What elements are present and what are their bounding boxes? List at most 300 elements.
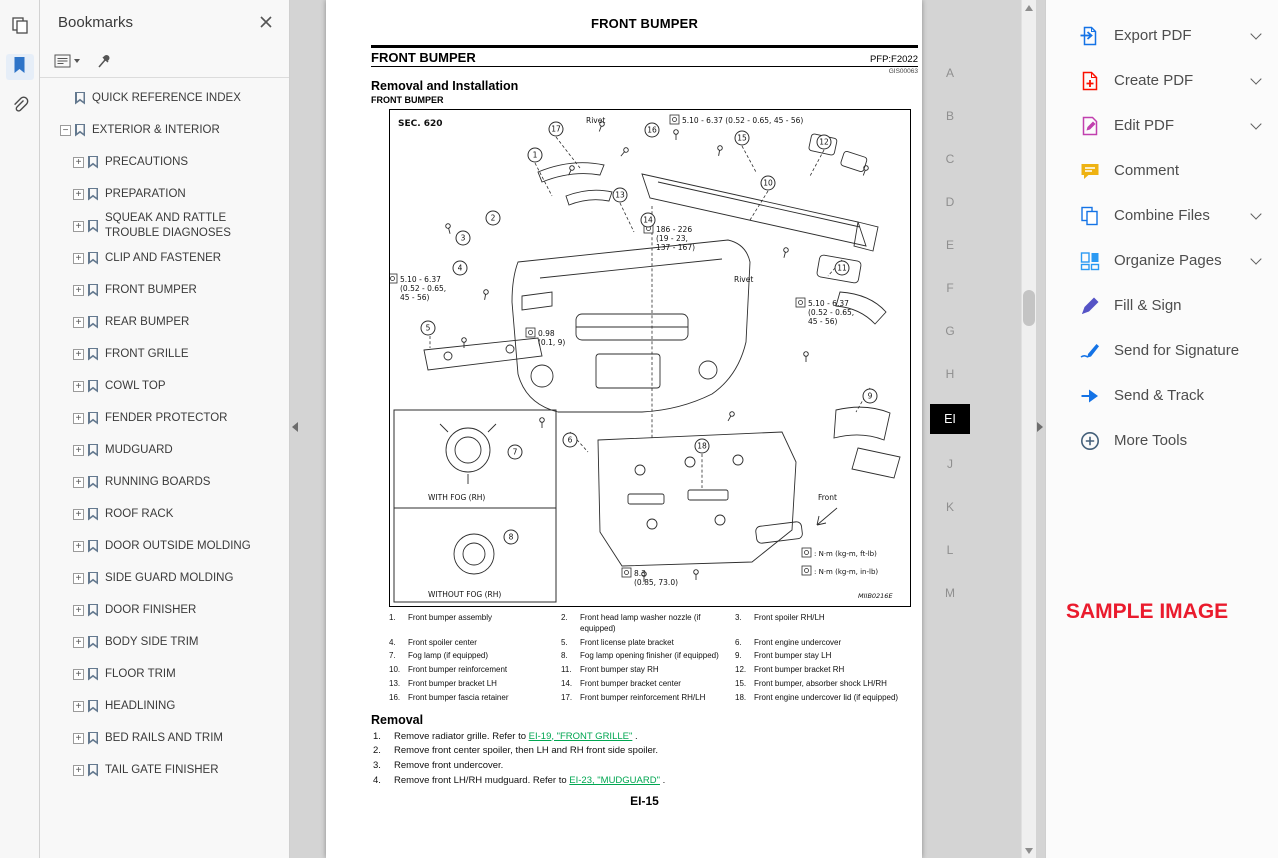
- tool-label: Export PDF: [1114, 27, 1192, 44]
- step-text: Remove radiator grille. Refer to EI-19, "FRONT GRILLE" .: [394, 730, 638, 742]
- nav-tab-j[interactable]: J: [947, 457, 953, 471]
- bookmarks-panel-button[interactable]: [6, 54, 34, 80]
- edit-pdf-icon: [1079, 115, 1101, 137]
- bookmark-item[interactable]: [40, 594, 289, 626]
- part-number: 11.: [561, 665, 572, 675]
- part-name: Front bumper fascia retainer: [408, 692, 509, 702]
- bookmark-icon: [75, 124, 85, 137]
- torque-symbol-icon: [622, 568, 631, 577]
- diagram-callout: [563, 433, 577, 447]
- bookmark-item[interactable]: [40, 626, 289, 658]
- diagram-callout: [528, 148, 542, 162]
- bookmark-icon: [88, 540, 98, 553]
- removal-step: [371, 744, 918, 759]
- part-number: 16.: [389, 692, 401, 702]
- torque-symbol-icon: [802, 566, 811, 575]
- part-number: 12.: [735, 665, 747, 675]
- bookmark-icon: [88, 348, 98, 361]
- bookmark-icon: [88, 508, 98, 521]
- diagram-callout: [613, 188, 627, 202]
- part-number: 17.: [561, 692, 573, 702]
- bookmarks-panel-title: Bookmarks: [58, 13, 134, 31]
- bookmark-icon: [88, 252, 98, 265]
- document-area: [290, 0, 1045, 858]
- tool-send-track[interactable]: [1046, 373, 1278, 418]
- bookmark-item[interactable]: [40, 402, 289, 434]
- section-header: [371, 45, 918, 67]
- bookmark-options-icon[interactable]: [54, 53, 82, 69]
- close-icon[interactable]: [259, 15, 273, 29]
- bookmark-label: FLOOR TRIM: [105, 667, 176, 680]
- diagram-callout: [504, 530, 518, 544]
- chevron-left-icon: [292, 422, 298, 432]
- part-item: [735, 693, 915, 704]
- part-number: 14.: [561, 678, 573, 688]
- expand-expander-icon[interactable]: +: [73, 477, 84, 488]
- bookmark-label: MUDGUARD: [105, 443, 173, 456]
- nav-tab-f[interactable]: F: [946, 281, 954, 295]
- combine-files-icon: [1079, 205, 1101, 227]
- chevron-right-icon: [1037, 422, 1043, 432]
- doc-link[interactable]: EI-23, "MUDGUARD": [569, 774, 660, 786]
- tool-label: Send & Track: [1114, 387, 1205, 404]
- diagram-label: WITH FOG (RH): [428, 493, 486, 502]
- sample-image-watermark: SAMPLE IMAGE: [1066, 600, 1229, 623]
- svg-text:7: 7: [512, 447, 518, 457]
- nav-tab-ei[interactable]: EI: [930, 404, 970, 434]
- bookmark-icon: [88, 412, 98, 425]
- diagram-callout: [453, 261, 467, 275]
- part-number: 2.: [561, 613, 568, 622]
- removal-step: [371, 774, 918, 789]
- bookmark-icon: [88, 156, 98, 169]
- bookmark-label: DOOR OUTSIDE MOLDING: [105, 539, 251, 552]
- bookmark-item[interactable]: [40, 498, 289, 530]
- nav-tab-c[interactable]: C: [945, 152, 955, 166]
- chevron-down-icon: [1250, 28, 1261, 39]
- part-name: Front bumper reinforcement: [408, 665, 508, 675]
- more-tools-icon: [1079, 430, 1101, 452]
- svg-text:5: 5: [425, 323, 431, 333]
- left-rail: [0, 0, 40, 858]
- svg-text:2: 2: [490, 213, 496, 223]
- svg-text:8: 8: [508, 532, 514, 542]
- diagram-label: 5.10 - 6.37 (0.52 - 0.65, 45 - 56): [400, 275, 447, 302]
- expand-expander-icon[interactable]: +: [73, 349, 84, 360]
- torque-symbol-icon: [796, 298, 805, 307]
- step-text: Remove front center spoiler, then LH and RH front side spoiler.: [394, 745, 659, 757]
- bookmark-label: RUNNING BOARDS: [105, 475, 211, 488]
- part-name: Front license plate bracket: [580, 637, 674, 647]
- diagram-callout: [761, 176, 775, 190]
- diagram-art: [394, 133, 900, 602]
- bookmark-icon: [75, 92, 85, 105]
- bookmark-item[interactable]: [40, 658, 289, 690]
- section-title: FRONT BUMPER: [371, 50, 476, 65]
- diagram-label: Rivet: [586, 116, 606, 125]
- bookmark-icon: [88, 444, 98, 457]
- bookmarks-panel: [40, 0, 290, 858]
- part-item: [561, 613, 735, 635]
- bookmark-icon: [88, 732, 98, 745]
- chevron-down-icon: [1250, 208, 1261, 219]
- bookmark-item[interactable]: [40, 146, 289, 178]
- part-number: 6.: [735, 637, 742, 647]
- bookmark-label: SQUEAK AND RATTLE TROUBLE DIAGNOSES: [105, 212, 231, 239]
- tool-label: Edit PDF: [1114, 117, 1175, 134]
- expand-expander-icon[interactable]: +: [73, 381, 84, 392]
- bookmark-label: PRECAUTIONS: [105, 155, 189, 168]
- bookmark-label: BED RAILS AND TRIM: [105, 731, 224, 744]
- section-doc-code: GIS00063: [888, 68, 918, 75]
- removal-section: [371, 713, 918, 789]
- svg-text:11: 11: [837, 263, 847, 273]
- part-item: [561, 693, 735, 704]
- diagram-label: : N·m (kg-m, in-lb): [814, 568, 879, 576]
- nav-tab-a[interactable]: A: [945, 66, 954, 80]
- bookmark-label: DOOR FINISHER: [105, 603, 197, 616]
- diagram-label: 8.3 (0.85, 73.0): [634, 569, 679, 587]
- removal-heading: Removal: [371, 712, 424, 727]
- bookmark-list: [40, 78, 289, 858]
- part-item: [389, 638, 561, 649]
- svg-text:14: 14: [643, 215, 653, 225]
- part-name: Front bumper bracket center: [580, 678, 681, 688]
- tool-combine-files[interactable]: [1046, 193, 1278, 238]
- removal-step: [371, 759, 918, 774]
- bookmark-item[interactable]: [40, 274, 289, 306]
- diagram-label: SEC. 620: [398, 119, 443, 129]
- svg-text:17: 17: [551, 124, 561, 134]
- bookmark-item[interactable]: [40, 370, 289, 402]
- diagram-callout: [508, 445, 522, 459]
- send-track-icon: [1079, 385, 1101, 407]
- tool-label: More Tools: [1114, 432, 1188, 449]
- part-name: Front bumper stay RH: [580, 665, 659, 675]
- tool-label: Comment: [1114, 162, 1180, 179]
- page-copy-button[interactable]: [6, 14, 34, 40]
- removal-installation-heading: Removal and Installation: [371, 79, 519, 93]
- removal-steps: [371, 730, 918, 789]
- bookmark-label: FRONT GRILLE: [105, 347, 189, 360]
- removal-step: [371, 730, 918, 745]
- part-name: Front bumper assembly: [408, 613, 493, 622]
- diagram-callout: [835, 261, 849, 275]
- diagram-screws: [445, 121, 869, 582]
- tool-send-for-signature[interactable]: [1046, 328, 1278, 373]
- svg-text:3: 3: [460, 233, 466, 243]
- bookmark-label: TAIL GATE FINISHER: [105, 763, 219, 776]
- attachments-button[interactable]: [6, 94, 34, 120]
- scroll-up-arrow[interactable]: [1022, 0, 1036, 15]
- nav-tab-b[interactable]: B: [945, 109, 954, 123]
- step-number: 1.: [373, 730, 381, 742]
- part-item: [389, 693, 561, 704]
- part-name: Front spoiler center: [408, 637, 477, 647]
- expand-expander-icon[interactable]: +: [73, 221, 84, 232]
- paperclip-icon: [11, 96, 29, 119]
- diagram-label: Front: [818, 493, 837, 502]
- bookmark-icon: [88, 604, 98, 617]
- step-number: 2.: [373, 745, 381, 757]
- bookmark-label: SIDE GUARD MOLDING: [105, 571, 234, 584]
- diagram-svg: [390, 110, 910, 606]
- page-running-header: FRONT BUMPER: [590, 16, 699, 31]
- bookmark-item[interactable]: [40, 434, 289, 466]
- svg-text:9: 9: [867, 391, 873, 401]
- part-number: 15.: [735, 678, 747, 688]
- bookmark-icon: [88, 220, 98, 233]
- diagram-label: MIIB0216E: [858, 592, 893, 600]
- tool-organize-pages[interactable]: [1046, 238, 1278, 283]
- bookmark-item[interactable]: [40, 306, 289, 338]
- expand-expander-icon[interactable]: +: [73, 669, 84, 680]
- expand-expander-icon[interactable]: +: [73, 253, 84, 264]
- diagram-label: : N·m (kg-m, ft-lb): [814, 550, 877, 558]
- part-name: Front spoiler RH/LH: [754, 613, 825, 622]
- bookmark-item[interactable]: [40, 338, 289, 370]
- bookmark-icon: [88, 188, 98, 201]
- diagram-callout: [695, 439, 709, 453]
- step-number: 3.: [373, 760, 381, 772]
- part-number: 18.: [735, 692, 747, 702]
- expand-expander-icon[interactable]: +: [73, 317, 84, 328]
- step-text: Remove front LH/RH mudguard. Refer to EI-23, "MUDGUARD" .: [394, 774, 666, 786]
- bookmark-item[interactable]: [40, 754, 289, 786]
- scrollbar-thumb[interactable]: [1023, 290, 1035, 326]
- part-name: Front bumper reinforcement RH/LH: [580, 692, 706, 702]
- page-copy-icon: [11, 16, 29, 39]
- part-item: [735, 638, 915, 649]
- torque-symbol-icon: [670, 115, 679, 124]
- diagram-callout: [863, 389, 877, 403]
- diagram-callout: [456, 231, 470, 245]
- organize-pages-icon: [1079, 250, 1101, 272]
- part-name: Front bumper bracket RH: [754, 665, 845, 675]
- diagram-label: WITHOUT FOG (RH): [428, 590, 502, 599]
- expand-expander-icon[interactable]: +: [73, 157, 84, 168]
- export-pdf-icon: [1079, 25, 1101, 47]
- tool-label: Organize Pages: [1114, 252, 1222, 269]
- expand-expander-icon[interactable]: +: [73, 605, 84, 616]
- tool-create-pdf[interactable]: [1046, 58, 1278, 103]
- front-bumper-subheading: FRONT BUMPER: [371, 95, 444, 105]
- page-number: EI-15: [630, 794, 659, 809]
- bookmark-label: HEADLINING: [105, 699, 176, 712]
- tools-panel: [1045, 0, 1278, 858]
- nav-tab-k[interactable]: K: [945, 500, 954, 514]
- diagram-label: 5.10 - 6.37 (0.52 - 0.65, 45 - 56): [808, 299, 855, 326]
- part-number: 1.: [389, 613, 396, 622]
- doc-link[interactable]: EI-19, "FRONT GRILLE": [528, 730, 633, 742]
- svg-text:1: 1: [532, 150, 538, 160]
- letter-tabs: [930, 60, 970, 606]
- bookmark-label: QUICK REFERENCE INDEX: [92, 91, 241, 104]
- pdf-page: [326, 0, 922, 858]
- bookmark-item[interactable]: [40, 530, 289, 562]
- bookmark-icon: [12, 56, 27, 79]
- scroll-down-arrow[interactable]: [1022, 843, 1036, 858]
- expand-expander-icon[interactable]: +: [73, 285, 84, 296]
- expand-expander-icon[interactable]: +: [73, 637, 84, 648]
- bookmarks-toolbar: [40, 44, 289, 78]
- svg-text:10: 10: [763, 178, 773, 188]
- part-item: [389, 613, 561, 635]
- bookmark-item[interactable]: [40, 82, 289, 114]
- fill-sign-icon: [1079, 295, 1101, 317]
- exploded-diagram: [389, 109, 911, 607]
- part-item: [389, 665, 561, 676]
- part-name: Front bumper stay LH: [754, 651, 832, 661]
- svg-text:15: 15: [737, 133, 747, 143]
- bookmark-label: CLIP AND FASTENER: [105, 251, 222, 264]
- create-pdf-icon: [1079, 70, 1101, 92]
- part-name: Fog lamp (if equipped): [408, 651, 489, 661]
- svg-text:16: 16: [647, 125, 657, 135]
- diagram-label: 0.98 (0.1, 9): [538, 329, 566, 347]
- diagram-callout: [486, 211, 500, 225]
- nav-tab-h[interactable]: H: [945, 367, 955, 381]
- bookmark-item[interactable]: [40, 114, 289, 146]
- diagram-callout: [549, 122, 563, 136]
- chevron-down-icon: [1250, 73, 1261, 84]
- expand-expander-icon[interactable]: +: [73, 733, 84, 744]
- part-number: 8.: [561, 651, 568, 661]
- bookmark-icon: [88, 284, 98, 297]
- diagram-callout: [641, 213, 655, 227]
- bookmark-label: FRONT BUMPER: [105, 283, 197, 296]
- part-number: 5.: [561, 637, 568, 647]
- tool-label: Fill & Sign: [1114, 297, 1182, 314]
- tool-edit-pdf[interactable]: [1046, 103, 1278, 148]
- bookmark-item[interactable]: [40, 466, 289, 498]
- step-number: 4.: [373, 774, 381, 786]
- comment-icon: [1079, 160, 1101, 182]
- bookmark-label: COWL TOP: [105, 379, 166, 392]
- bookmark-label: ROOF RACK: [105, 507, 174, 520]
- nav-tab-e[interactable]: E: [945, 238, 954, 252]
- part-item: [389, 651, 561, 662]
- svg-text:4: 4: [457, 263, 463, 273]
- bookmark-item[interactable]: [40, 210, 289, 242]
- tool-fill-sign[interactable]: [1046, 283, 1278, 328]
- chevron-down-icon: [1250, 253, 1261, 264]
- expand-expander-icon[interactable]: +: [73, 509, 84, 520]
- tool-more-tools[interactable]: [1046, 418, 1278, 463]
- part-item: [735, 651, 915, 662]
- part-name: Front engine undercover lid (if equipped): [754, 692, 899, 702]
- diagram-callout: [421, 321, 435, 335]
- part-item: [561, 679, 735, 690]
- tool-comment[interactable]: [1046, 148, 1278, 193]
- bookmark-icon: [88, 316, 98, 329]
- part-number: 4.: [389, 637, 396, 647]
- diagram-label: 186 - 226 (19 - 23, 137 - 167): [656, 225, 696, 252]
- tool-export-pdf[interactable]: [1046, 13, 1278, 58]
- diagram-callout: [735, 131, 749, 145]
- part-item: [735, 613, 915, 635]
- collapse-bookmarks-handle[interactable]: [290, 412, 300, 442]
- part-name: Front engine undercover: [754, 637, 842, 647]
- torque-symbol-icon: [526, 328, 535, 337]
- tool-label: Combine Files: [1114, 207, 1210, 224]
- part-item: [735, 665, 915, 676]
- tool-label: Create PDF: [1114, 72, 1194, 89]
- part-number: 9.: [735, 651, 742, 661]
- bookmark-item[interactable]: [40, 562, 289, 594]
- bookmarks-panel-header: [40, 0, 289, 44]
- part-item: [561, 638, 735, 649]
- bookmark-label: BODY SIDE TRIM: [105, 635, 199, 648]
- bookmark-item[interactable]: [40, 722, 289, 754]
- bookmark-label: PREPARATION: [105, 187, 186, 200]
- collapse-expander-icon[interactable]: −: [60, 125, 71, 136]
- part-number: 13.: [389, 678, 401, 688]
- bookmark-item[interactable]: [40, 178, 289, 210]
- expand-expander-icon[interactable]: +: [73, 701, 84, 712]
- bookmark-label: FENDER PROTECTOR: [105, 411, 228, 424]
- bookmark-icon: [88, 700, 98, 713]
- vertical-scrollbar[interactable]: [1021, 0, 1036, 858]
- diagram-callout: [817, 135, 831, 149]
- bookmark-icon: [88, 380, 98, 393]
- expand-expander-icon[interactable]: +: [73, 189, 84, 200]
- svg-text:6: 6: [567, 435, 573, 445]
- part-item: [735, 679, 915, 690]
- nav-tab-d[interactable]: D: [945, 195, 955, 209]
- bookmark-icon: [88, 668, 98, 681]
- diagram-leader-lines: [430, 137, 870, 488]
- expand-expander-icon[interactable]: +: [73, 413, 84, 424]
- part-number: 10.: [389, 665, 401, 675]
- part-name: Fog lamp opening finisher (if equipped): [580, 651, 719, 661]
- bookmark-label: EXTERIOR & INTERIOR: [92, 123, 220, 136]
- svg-text:18: 18: [697, 441, 707, 451]
- part-name: Front bumper, absorber shock LH/RH: [754, 678, 887, 688]
- diagram-label: Rivet: [734, 275, 754, 284]
- expand-expander-icon[interactable]: +: [73, 573, 84, 584]
- expand-expander-icon[interactable]: +: [73, 765, 84, 776]
- nav-tab-g[interactable]: G: [945, 324, 955, 338]
- collapse-tools-handle[interactable]: [1035, 412, 1045, 442]
- bookmark-item[interactable]: [40, 690, 289, 722]
- part-number: 3.: [735, 613, 742, 622]
- diagram-label: 5.10 - 6.37 (0.52 - 0.65, 45 - 56): [682, 116, 804, 125]
- part-item: [561, 651, 735, 662]
- tool-label: Send for Signature: [1114, 342, 1240, 359]
- bookmark-icon: [88, 636, 98, 649]
- torque-symbol-icon: [390, 274, 397, 283]
- diagram-callout: [645, 123, 659, 137]
- step-text: Remove front undercover.: [394, 760, 504, 772]
- part-item: [561, 665, 735, 676]
- bookmark-label: REAR BUMPER: [105, 315, 190, 328]
- part-name: Front head lamp washer nozzle (if equipped): [580, 613, 701, 633]
- nav-tab-l[interactable]: L: [946, 543, 954, 557]
- part-name: Front bumper bracket LH: [408, 678, 497, 688]
- bookmark-item[interactable]: [40, 242, 289, 274]
- nav-tab-m[interactable]: M: [945, 586, 955, 600]
- pin-icon[interactable]: [96, 53, 112, 69]
- expand-expander-icon[interactable]: +: [73, 541, 84, 552]
- tools-list: [1046, 13, 1278, 463]
- bookmark-icon: [88, 764, 98, 777]
- send-signature-icon: [1079, 340, 1101, 362]
- expand-expander-icon[interactable]: +: [73, 445, 84, 456]
- bookmark-icon: [88, 572, 98, 585]
- bookmark-icon: [88, 476, 98, 489]
- part-item: [389, 679, 561, 690]
